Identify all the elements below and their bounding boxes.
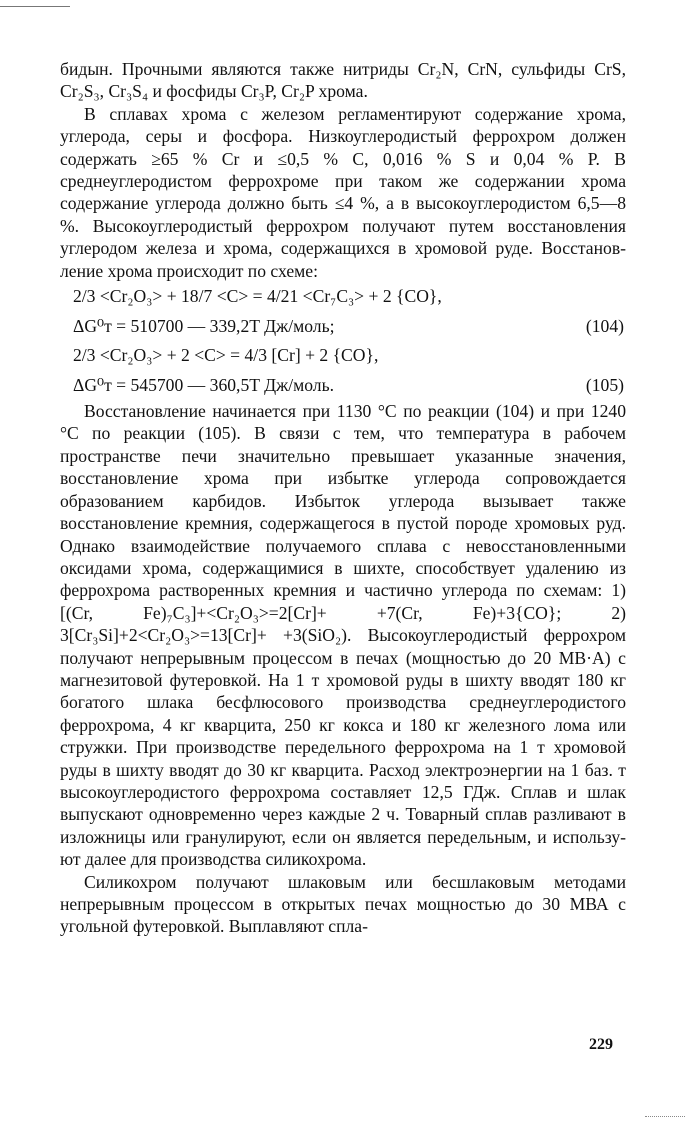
equation-4-number: (105) [585,374,624,395]
equation-block [60,282,626,400]
corner-dots [645,1116,685,1117]
equation-4-text: ΔG⁰ᴛ = 545700 — 360,5T Дж/моль. [73,374,335,395]
paragraph-2: В сплавах хрома с железом регламентируют содержание хрома, углерода, серы и фосфора. Низкоуглеродистый феррохром должен содержать ≥65 % Cr и ≤0,5 % C, 0,016 % S и 0,04 % P. В среднеуглеродистом феррохроме при таком же содержании хрома содержание углерода должно быть ≤4 %, а в высокоуглеродистом 6,5—8 %. Высокоуглеродистый феррохром получают путем восстановления углеродом железа и хрома, содержащихся в хромовой руде. Восстановление хрома происходит по схеме: [60,103,626,281]
top-rule [0,6,70,7]
page-number: 229 [589,1036,613,1053]
page-body [60,58,626,938]
paragraph-4: Силикохром получают шлаковым или бесшлаковым методами непрерывным процессом в открытых печах мощностью до 30 МВА с угольной футеровкой. Выплавляют спла- [60,871,626,937]
equation-2 [60,312,626,342]
equation-3-text: 2/3 <Cr₂O₃> + 2 <C> = 4/3 [Cr] + 2 {CO}, [73,345,379,366]
equation-1-text: 2/3 <Cr₂O₃> + 18/7 <C> = 4/21 <Cr₇C₃> + 2 {CO}, [73,286,442,307]
equation-1 [60,282,626,312]
equation-3 [60,341,626,371]
equation-2-text: ΔG⁰ᴛ = 510700 — 339,2T Дж/моль; [73,315,335,336]
paragraph-3: Восстановление начинается при 1130 °C по реакции (104) и при 1240 °C по реакции (105). В связи с тем, что температура в рабочем пространстве печи значительно превышает указанные значения, восстановление хрома при избытке углерода сопровождается образованием карбидов. Избыток углерода вызывает также восстановление кремния, содержащегося в пустой породе хромовых руд. Однако взаимодействие получаемого сплава с невосстановленными оксидами хрома, содержащимися в шихте, способствует удалению из феррохрома растворенных кремния и частично углерода по схемам: 1) [(Cr, Fe)₇C₃]+<Cr₂O₃>=2[Cr]+ +7(Cr, Fe)+3{CO}; 2) 3[Cr₃Si]+2<Cr₂O₃>=13[Cr]+ +3(SiO₂). Высокоуглеродистый феррохром получают непрерывным процессом в печах (мощностью до 20 МВ·А) с магнезитовой футеровкой. На 1 т хромовой руды в шихту вводят 180 кг богатого шлака бесфлюсового производства среднеуглеродистого феррохрома, 4 кг кварцита, 250 кг кокса и 180 кг железного лома или стружки. При производстве передельного феррохрома на 1 т хромовой руды в шихту вводят до 30 кг кварцита. Расход электроэнергии на 1 баз. т высокоуглеродистого феррохрома составляет 12,5 ГДж. Сплав и шлак выпускают одновременно через каждые 2 ч. Товарный сплав разливают в изложницы или гранулируют, если он является передельным, и используют далее для производства силикохрома. [60,401,626,870]
paragraph-1: бидын. Прочными являются также нитриды Cr₂N, CrN, сульфиды CrS, Cr₂S₃, Cr₃S₄ и фосфиды Cr₃P, Cr₂P хрома. [60,59,626,102]
equation-2-number: (104) [585,315,624,336]
equation-4 [60,371,626,401]
